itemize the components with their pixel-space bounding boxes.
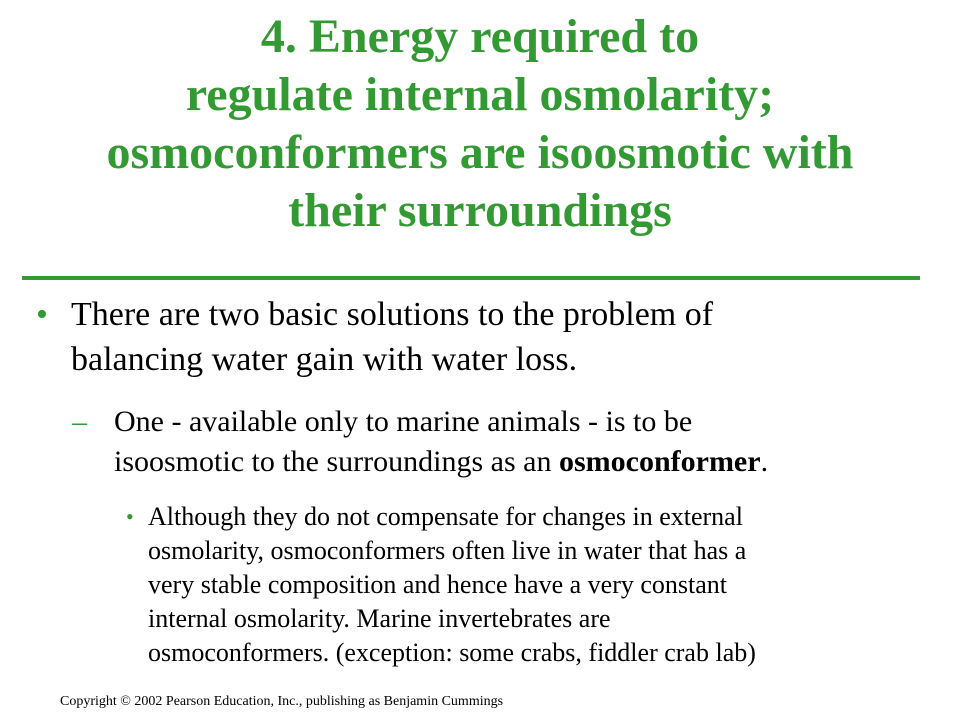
bullet-line: Although they do not compensate for changes in external — [148, 502, 743, 531]
title-line: their surroundings — [288, 184, 672, 237]
title-divider — [22, 276, 920, 280]
dash-marker: – — [72, 405, 87, 438]
bullet-level-3 — [122, 500, 922, 670]
bullet-text — [114, 402, 922, 482]
bullet-line — [114, 442, 922, 482]
bullet-line: balancing water gain with water loss. — [71, 341, 578, 378]
copyright-notice: Copyright © 2002 Pearson Education, Inc., publishing as Benjamin Cummings — [60, 694, 504, 709]
title-line: regulate internal osmolarity; — [185, 68, 775, 121]
bullet-text — [71, 292, 916, 382]
bullet-line: One - available only to marine animals - is to be — [114, 405, 693, 438]
text-run: isoosmotic to the surroundings as an — [114, 445, 559, 478]
bullet-line: There are two basic solutions to the problem of — [71, 296, 714, 333]
title-line: 4. Energy required to — [260, 10, 700, 63]
title-line: osmoconformers are isoosmotic with — [106, 126, 854, 179]
bullet-line: very stable composition and hence have a very constant — [148, 570, 728, 599]
bullet-level-2 — [72, 402, 922, 482]
slide-title — [0, 8, 960, 240]
bullet-marker: • — [36, 296, 48, 333]
bullet-line: osmoconformers. (exception: some crabs, fiddler crab lab) — [148, 638, 756, 667]
bullet-level-1 — [36, 292, 916, 382]
bullet-line: internal osmolarity. Marine invertebrates are — [148, 604, 611, 633]
term-osmoconformer: osmoconformer — [558, 445, 761, 478]
text-run: . — [760, 445, 769, 478]
bullet-marker: • — [126, 504, 134, 529]
bullet-line: osmolarity, osmoconformers often live in water that has a — [148, 536, 747, 565]
bullet-text — [148, 500, 922, 670]
